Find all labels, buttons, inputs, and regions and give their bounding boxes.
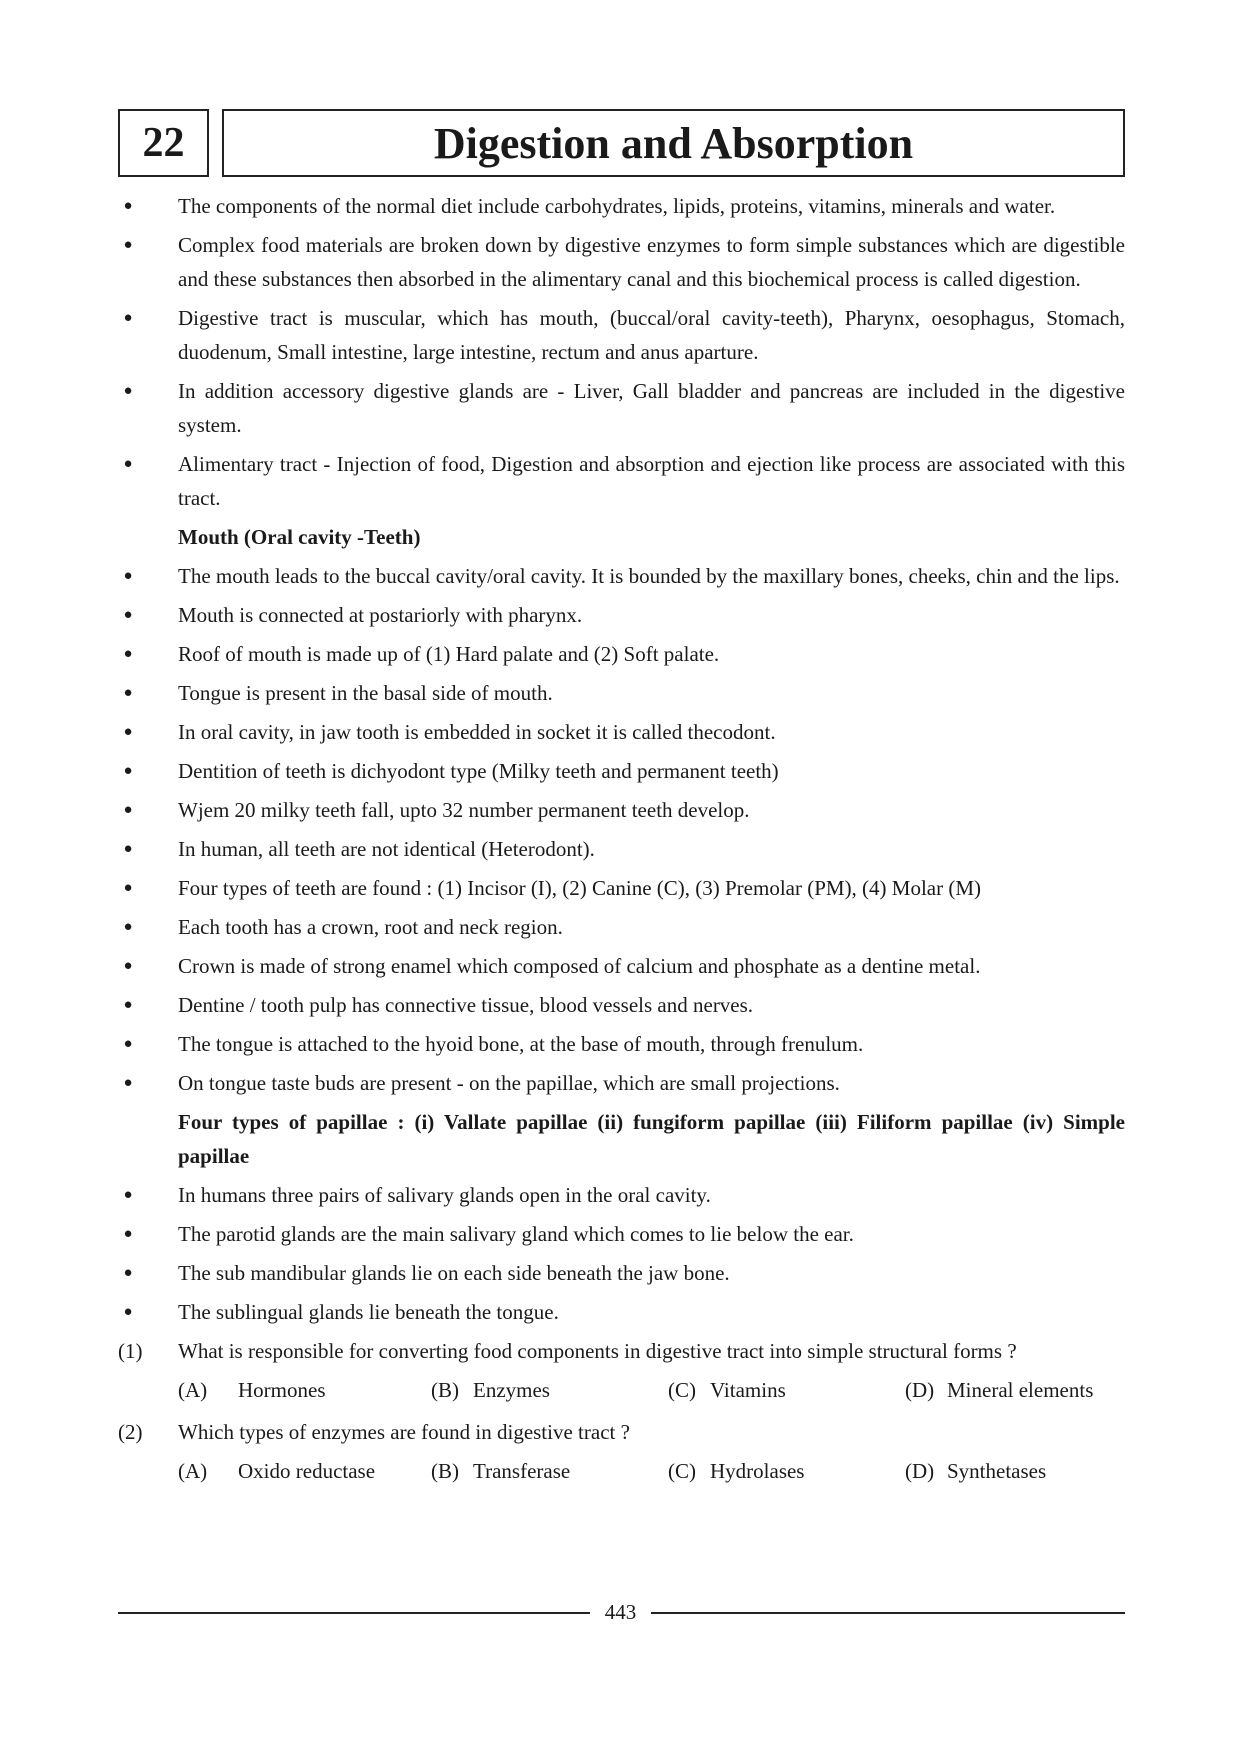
option-text: Vitamins (710, 1378, 786, 1402)
bullet-icon: ● (123, 310, 133, 326)
bullet-item (118, 598, 1125, 632)
item-text: Each tooth has a crown, root and neck region. (178, 915, 563, 939)
option-label: (D) (905, 1378, 935, 1402)
item-text: In human, all teeth are not identical (Heterodont). (178, 837, 595, 861)
bullet-item (118, 1217, 1125, 1251)
question-text: What is responsible for converting food components in digestive tract into simple structural forms ? (178, 1339, 1017, 1363)
bullet-item (118, 1256, 1125, 1290)
answer-option (905, 1454, 1046, 1488)
footer-rule-left (118, 1612, 590, 1614)
question-text: Which types of enzymes are found in digestive tract ? (178, 1420, 630, 1444)
bullet-item (118, 301, 1125, 369)
answer-options (118, 1454, 1125, 1488)
option-label: (C) (668, 1378, 696, 1402)
bullet-icon: ● (123, 1226, 133, 1242)
bullet-icon: ● (123, 646, 133, 662)
bullet-item (118, 754, 1125, 788)
item-text: On tongue taste buds are present - on the papillae, which are small projections. (178, 1071, 840, 1095)
bullet-item (118, 1066, 1125, 1100)
bullet-item (118, 988, 1125, 1022)
question-item (118, 1415, 1125, 1449)
item-text: The tongue is attached to the hyoid bone, at the base of mouth, through frenulum. (178, 1032, 864, 1056)
bullet-item (118, 559, 1125, 593)
page-content (118, 189, 1125, 1496)
answer-option (905, 1373, 1093, 1407)
bullet-icon: ● (123, 1265, 133, 1281)
answer-option (431, 1373, 550, 1407)
bullet-icon: ● (123, 1036, 133, 1052)
bullet-icon: ● (123, 685, 133, 701)
bullet-icon: ● (123, 919, 133, 935)
item-text: Four types of papillae : (i) Vallate papillae (ii) fungiform papillae (iii) Filiform papillae (iv) Simple papillae (178, 1110, 1125, 1168)
option-label: (B) (431, 1378, 459, 1402)
item-text: In addition accessory digestive glands are - Liver, Gall bladder and pancreas are included in the digestive system. (178, 379, 1125, 437)
item-text: Complex food materials are broken down by digestive enzymes to form simple substances which are digestible and these substances then absorbed in the alimentary canal and this biochemical process is called digestion. (178, 233, 1125, 291)
option-label: (A) (178, 1378, 208, 1402)
bullet-icon: ● (123, 841, 133, 857)
bullet-icon: ● (123, 724, 133, 740)
item-text: Tongue is present in the basal side of mouth. (178, 681, 553, 705)
item-text: Mouth is connected at postariorly with pharynx. (178, 603, 583, 627)
bullet-icon: ● (123, 1304, 133, 1320)
answer-option (178, 1373, 326, 1407)
bullet-item (118, 1178, 1125, 1212)
option-label: (A) (178, 1459, 208, 1483)
item-text: The sub mandibular glands lie on each side beneath the jaw bone. (178, 1261, 730, 1285)
page-footer (118, 1597, 1125, 1627)
item-text: Digestive tract is muscular, which has mouth, (buccal/oral cavity-teeth), Pharynx, oesophagus, Stomach, duodenum, Small intestine, large intestine, rectum and anus aparture. (178, 306, 1125, 364)
item-text: Dentine / tooth pulp has connective tissue, blood vessels and nerves. (178, 993, 754, 1017)
bullet-icon: ● (123, 997, 133, 1013)
question-item (118, 1334, 1125, 1368)
option-label: (C) (668, 1459, 696, 1483)
bullet-icon: ● (123, 383, 133, 399)
bullet-icon: ● (123, 1075, 133, 1091)
bullet-icon: ● (123, 1187, 133, 1203)
section-heading (118, 1105, 1125, 1173)
bullet-item (118, 189, 1125, 223)
option-label: (D) (905, 1459, 935, 1483)
chapter-number: 22 (118, 109, 209, 177)
bullet-item (118, 715, 1125, 749)
item-text: Four types of teeth are found : (1) Incisor (I), (2) Canine (C), (3) Premolar (PM), (4) Molar (M) (178, 876, 982, 900)
footer-rule-right (651, 1612, 1125, 1614)
bullet-item (118, 910, 1125, 944)
answer-option (178, 1454, 375, 1488)
bullet-item (118, 832, 1125, 866)
bullet-item (118, 871, 1125, 905)
bullet-icon: ● (123, 880, 133, 896)
option-text: Synthetases (947, 1459, 1047, 1483)
item-text: Mouth (Oral cavity -Teeth) (178, 525, 421, 549)
bullet-icon: ● (123, 198, 133, 214)
item-text: In humans three pairs of salivary glands open in the oral cavity. (178, 1183, 711, 1207)
bullet-icon: ● (123, 607, 133, 623)
item-text: Crown is made of strong enamel which composed of calcium and phosphate as a dentine metal. (178, 954, 981, 978)
option-text: Oxido reductase (238, 1459, 376, 1483)
bullet-item (118, 793, 1125, 827)
bullet-icon: ● (123, 763, 133, 779)
bullet-item (118, 676, 1125, 710)
option-text: Transferase (473, 1459, 571, 1483)
bullet-icon: ● (123, 568, 133, 584)
item-text: Wjem 20 milky teeth fall, upto 32 number permanent teeth develop. (178, 798, 750, 822)
item-text: Roof of mouth is made up of (1) Hard palate and (2) Soft palate. (178, 642, 720, 666)
bullet-item (118, 949, 1125, 983)
bullet-item (118, 228, 1125, 296)
answer-options (118, 1373, 1125, 1407)
option-text: Hormones (238, 1378, 326, 1402)
item-text: The parotid glands are the main salivary gland which comes to lie below the ear. (178, 1222, 854, 1246)
bullet-icon: ● (123, 958, 133, 974)
item-text: Alimentary tract - Injection of food, Digestion and absorption and ejection like process are associated with this tract. (178, 452, 1125, 510)
question-number: (1) (118, 1339, 143, 1363)
chapter-header (118, 109, 1125, 177)
bullet-item (118, 637, 1125, 671)
question-number: (2) (118, 1420, 143, 1444)
section-heading (118, 520, 1125, 554)
bullet-icon: ● (123, 456, 133, 472)
bullet-item (118, 1295, 1125, 1329)
bullet-item (118, 1027, 1125, 1061)
option-text: Hydrolases (710, 1459, 805, 1483)
answer-option (668, 1373, 786, 1407)
option-text: Mineral elements (947, 1378, 1094, 1402)
bullet-item (118, 447, 1125, 515)
item-text: The sublingual glands lie beneath the tongue. (178, 1300, 559, 1324)
page-number: 443 (604, 1600, 637, 1624)
answer-option (668, 1454, 804, 1488)
item-text: Dentition of teeth is dichyodont type (Milky teeth and permanent teeth) (178, 759, 779, 783)
option-label: (B) (431, 1459, 459, 1483)
bullet-item (118, 374, 1125, 442)
answer-option (431, 1454, 570, 1488)
bullet-icon: ● (123, 237, 133, 253)
item-text: The components of the normal diet include carbohydrates, lipids, proteins, vitamins, minerals and water. (178, 194, 1056, 218)
page-title: Digestion and Absorption (222, 109, 1125, 177)
bullet-icon: ● (123, 802, 133, 818)
item-text: The mouth leads to the buccal cavity/oral cavity. It is bounded by the maxillary bones, cheeks, chin and the lips. (178, 564, 1120, 588)
option-text: Enzymes (473, 1378, 550, 1402)
item-text: In oral cavity, in jaw tooth is embedded in socket it is called thecodont. (178, 720, 776, 744)
